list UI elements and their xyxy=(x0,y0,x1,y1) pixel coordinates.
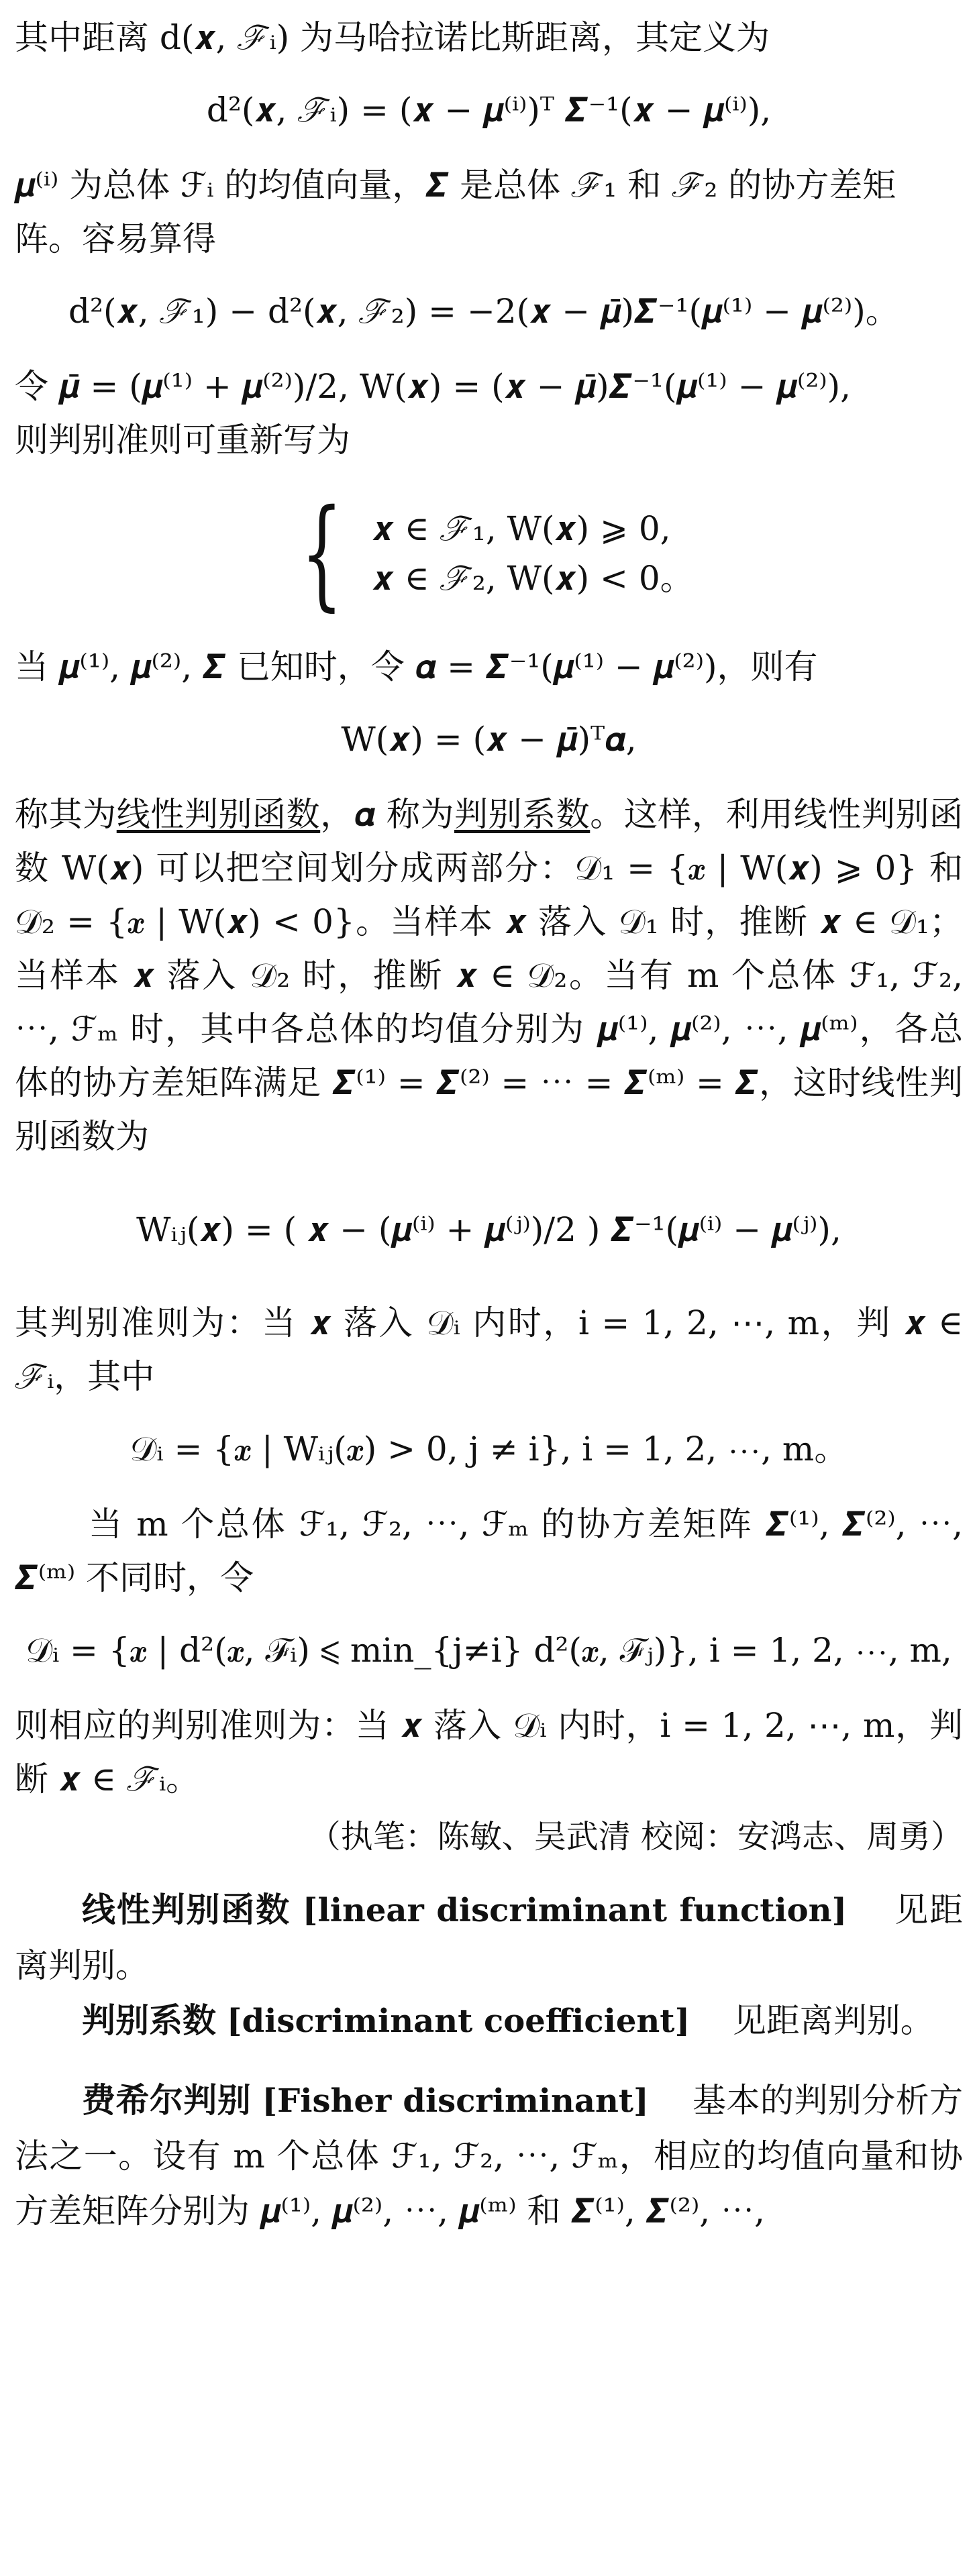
entry-heading: 费希尔判别 xyxy=(82,2081,252,2120)
entry-english: [linear discriminant function] xyxy=(302,1892,848,1929)
equation-difference: d²(𝒙, ℱ₁) − d²(𝒙, ℱ₂) = −2(𝒙 − 𝝁̄)𝜮⁻¹(𝝁⁽¹⁾ − 𝝁⁽²⁾)。 xyxy=(68,292,899,331)
term-linear-discriminant-function: 线性判别函数 xyxy=(116,795,321,834)
text-line: 则判别准则可重新写为 xyxy=(15,421,350,460)
equation-mahalanobis: d²(𝒙, ℱᵢ) = (𝒙 − 𝝁⁽ⁱ⁾)ᵀ 𝜮⁻¹(𝒙 − 𝝁⁽ⁱ⁾), xyxy=(206,91,772,129)
text-span: 称其为 xyxy=(15,795,117,834)
paragraph xyxy=(15,158,963,266)
paragraph xyxy=(15,788,963,1163)
entry-discriminant-coefficient xyxy=(15,1993,963,2049)
entry-body: 见距离判别。 xyxy=(732,2001,934,2040)
entry-english: [Fisher discriminant] xyxy=(262,2082,649,2120)
text-line: 阵。容易算得 xyxy=(15,219,216,258)
case-lines xyxy=(372,504,694,603)
author-credit: （执笔：陈敏、吴武清 校阅：安鸿志、周勇） xyxy=(308,1818,963,1856)
entry-linear-discriminant-function xyxy=(15,1882,963,1993)
equation-linear-discriminant: W(𝒙) = (𝒙 − 𝝁̄)ᵀ𝜶, xyxy=(341,720,637,759)
entry-heading: 线性判别函数 xyxy=(82,1890,291,1929)
text-line: 令 𝝁̄ = (𝝁⁽¹⁾ + 𝝁⁽²⁾)/2, W(𝒙) = (𝒙 − 𝝁̄)𝜮⁻¹(𝝁⁽¹⁾ − 𝝁⁽²⁾), xyxy=(15,367,852,406)
left-brace: { xyxy=(301,484,344,623)
entry-heading: 判别系数 xyxy=(82,2001,216,2040)
text-line: 其中距离 d(𝒙, ℱᵢ) 为马哈拉诺比斯距离，其定义为 xyxy=(15,18,770,57)
paragraph xyxy=(15,360,963,467)
paragraph: 当 m 个总体 ℱ₁, ℱ₂, ⋯, ℱₘ 的协方差矩阵 𝜮⁽¹⁾, 𝜮⁽²⁾, ⋯, 𝜮⁽ᵐ⁾ 不同时，令 xyxy=(15,1505,963,1597)
text-line: 当 𝝁⁽¹⁾, 𝝁⁽²⁾, 𝜮 已知时，令 𝜶 = 𝜮⁻¹(𝝁⁽¹⁾ − 𝝁⁽²⁾)，则有 xyxy=(15,647,818,686)
equation-region-min: 𝒟ᵢ = {𝒙 | d²(𝒙, ℱᵢ) ⩽ min_{j≠i} d²(𝒙, ℱⱼ)}, i = 1, 2, ⋯, m, xyxy=(25,1631,952,1670)
paragraph: 其判别准则为：当 𝒙 落入 𝒟ᵢ 内时，i = 1, 2, ⋯, m，判 𝒙 ∈ ℱᵢ，其中 xyxy=(15,1303,963,1396)
equation-region-di: 𝒟ᵢ = {𝒙 | Wᵢⱼ(𝒙) > 0, j ≠ i}, i = 1, 2, ⋯, m。 xyxy=(130,1430,848,1468)
case-line: 𝒙 ∈ ℱ₁, W(𝒙) ⩾ 0, xyxy=(372,509,671,548)
paragraph: 则相应的判别准则为：当 𝒙 落入 𝒟ᵢ 内时，i = 1, 2, ⋯, m，判断 𝒙 ∈ ℱᵢ。 xyxy=(15,1706,963,1799)
text-line: 𝝁⁽ⁱ⁾ 为总体 ℱᵢ 的均值向量，𝜮 是总体 ℱ₁ 和 ℱ₂ 的协方差矩 xyxy=(15,166,896,205)
text-span: 。这样，利用线性判别函数 W(𝒙) 可以把空间划分成两部分：𝒟₁ = {𝒙 | W(𝒙) ⩾ 0} 和 𝒟₂ = {𝒙 | W(𝒙) < 0}。当样本 𝒙 落入 𝒟₁ 时，推断 𝒙 ∈ 𝒟₁；当样本 𝒙 落入 𝒟₂ 时，推断 𝒙 ∈ 𝒟₂。当有 m 个总体 ℱ₁, ℱ₂, ⋯, ℱₘ 时，其中各总体的均值分别为 𝝁⁽¹⁾, 𝝁⁽²⁾, ⋯, 𝝁⁽ᵐ⁾，各总体的协方差矩阵满足 𝜮⁽¹⁾ = 𝜮⁽²⁾ = ⋯ = 𝜮⁽ᵐ⁾ = 𝜮，这时线性判别函数为 xyxy=(15,795,964,1156)
entry-body: 基本的判别分析方法之一。设有 m 个总体 ℱ₁, ℱ₂, ⋯, ℱₘ，相应的均值向量和协方差矩阵分别为 𝝁⁽¹⁾, 𝝁⁽²⁾, ⋯, 𝝁⁽ᵐ⁾ 和 𝜮⁽¹⁾, 𝜮⁽²⁾, ⋯, xyxy=(15,2081,964,2231)
equation-wij: Wᵢⱼ(𝒙) = ( 𝒙 − (𝝁⁽ⁱ⁾ + 𝝁⁽ʲ⁾)/2 ) 𝜮⁻¹(𝝁⁽ⁱ⁾ − 𝝁⁽ʲ⁾), xyxy=(136,1210,841,1249)
term-discriminant-coefficient: 判别系数 xyxy=(454,795,591,834)
case-equation xyxy=(15,484,963,623)
entry-body: 见距离判别。 xyxy=(15,1890,964,1985)
entry-fisher-discriminant xyxy=(15,2073,963,2239)
case-line: 𝒙 ∈ ℱ₂, W(𝒙) < 0。 xyxy=(372,559,694,598)
entry-english: [discriminant coefficient] xyxy=(226,2002,690,2040)
text-span: ，𝜶 称为 xyxy=(320,795,454,834)
